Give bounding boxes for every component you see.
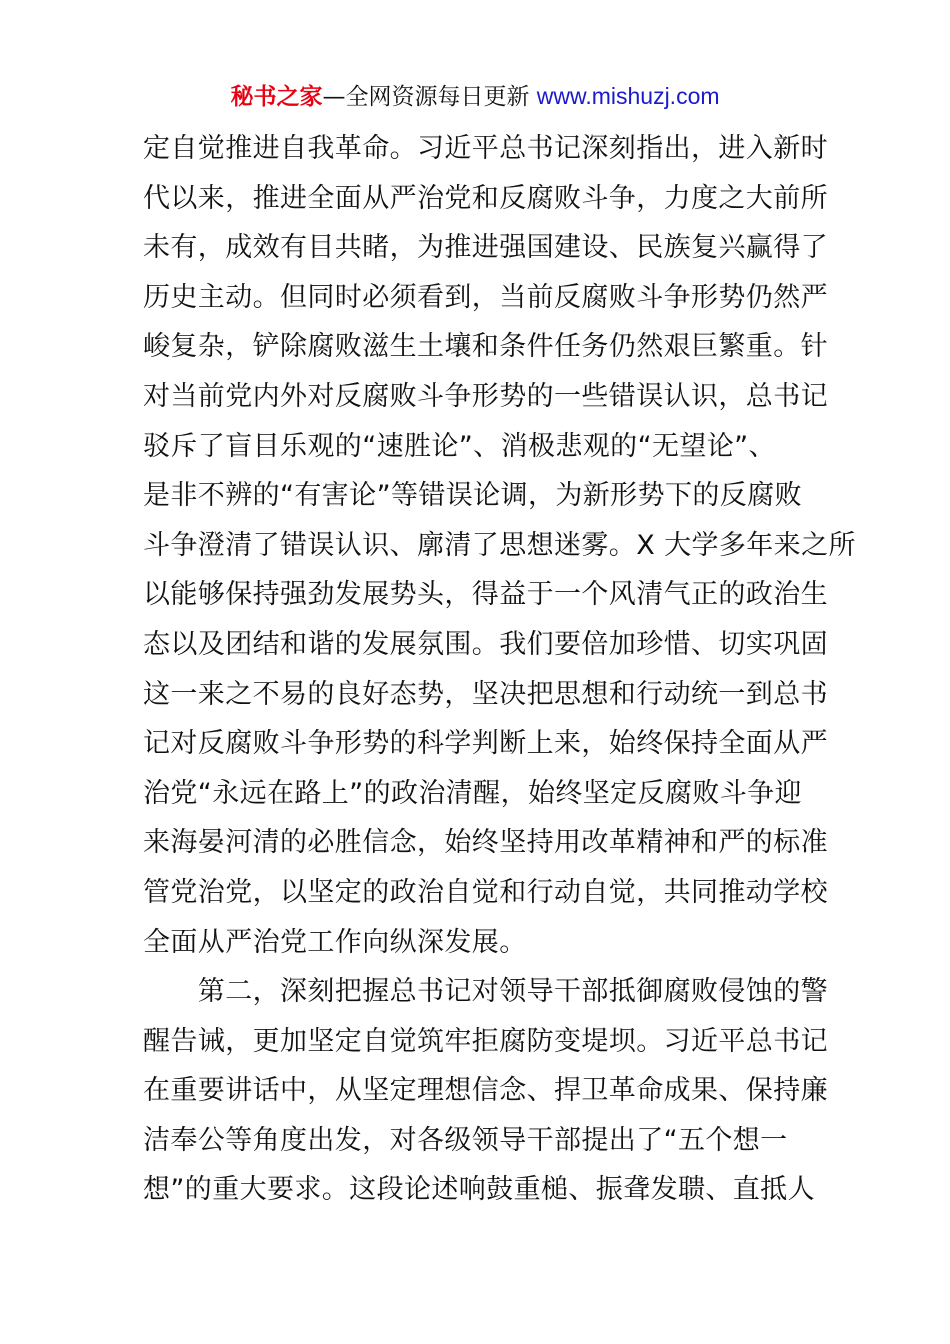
text-line: 醒告诫，更加坚定自觉筑牢拒腐防变堤坝。习近平总书记: [143, 1025, 828, 1057]
text-line: 以能够保持强劲发展势头，得益于一个风清气正的政治生: [143, 579, 828, 611]
text-line: 是非不辨的“有害论”等错误论调，为新形势下的反腐败: [143, 480, 802, 512]
text-line: 来海晏河清的必胜信念，始终坚持用改革精神和严的标准: [143, 827, 828, 859]
site-url-link[interactable]: www.mishuzj.com: [536, 83, 720, 109]
text-line: 洁奉公等角度出发，对各级领导干部提出了“五个想一: [143, 1124, 788, 1156]
text-line: 峻复杂，铲除腐败滋生土壤和条件任务仍然艰巨繁重。针: [143, 331, 828, 363]
header-tagline: —全网资源每日更新: [322, 84, 530, 110]
brand-name: 秘书之家: [230, 84, 323, 110]
text-line: 斗争澄清了错误认识、廓清了思想迷雾。X 大学多年来之所: [143, 529, 856, 561]
text-line: 未有，成效有目共睹，为推进强国建设、民族复兴赢得了: [143, 232, 828, 264]
text-line: 记对反腐败斗争形势的科学判断上来，始终保持全面从严: [143, 728, 828, 760]
page-header: [0, 80, 950, 113]
text-line: 在重要讲话中，从坚定理想信念、捍卫革命成果、保持廉: [143, 1075, 828, 1107]
text-line: 对当前党内外对反腐败斗争形势的一些错误认识，总书记: [143, 380, 828, 412]
text-line: 治党“永远在路上”的政治清醒，始终坚定反腐败斗争迎: [143, 777, 802, 809]
text-line: 定自觉推进自我革命。习近平总书记深刻指出，进入新时: [143, 133, 828, 164]
text-line: 代以来，推进全面从严治党和反腐败斗争，力度之大前所: [143, 182, 828, 214]
text-line: 管党治党，以坚定的政治自觉和行动自觉，共同推动学校: [143, 876, 828, 908]
text-line: 这一来之不易的良好态势，坚决把思想和行动统一到总书: [143, 678, 828, 710]
document-body: [143, 124, 856, 1215]
text-line: 全面从严治党工作向纵深发展。: [143, 926, 527, 958]
text-line: 态以及团结和谐的发展氛围。我们要倍加珍惜、切实巩固: [143, 628, 828, 660]
text-line: 驳斥了盲目乐观的“速胜论”、消极悲观的“无望论”、: [143, 430, 776, 462]
text-line: 想”的重大要求。这段论述响鼓重槌、振聋发聩、直抵人: [143, 1174, 815, 1206]
paragraph-start-line: 第二，深刻把握总书记对领导干部抵御腐败侵蚀的警: [143, 976, 828, 1008]
text-line: 历史主动。但同时必须看到，当前反腐败斗争形势仍然严: [143, 281, 828, 313]
